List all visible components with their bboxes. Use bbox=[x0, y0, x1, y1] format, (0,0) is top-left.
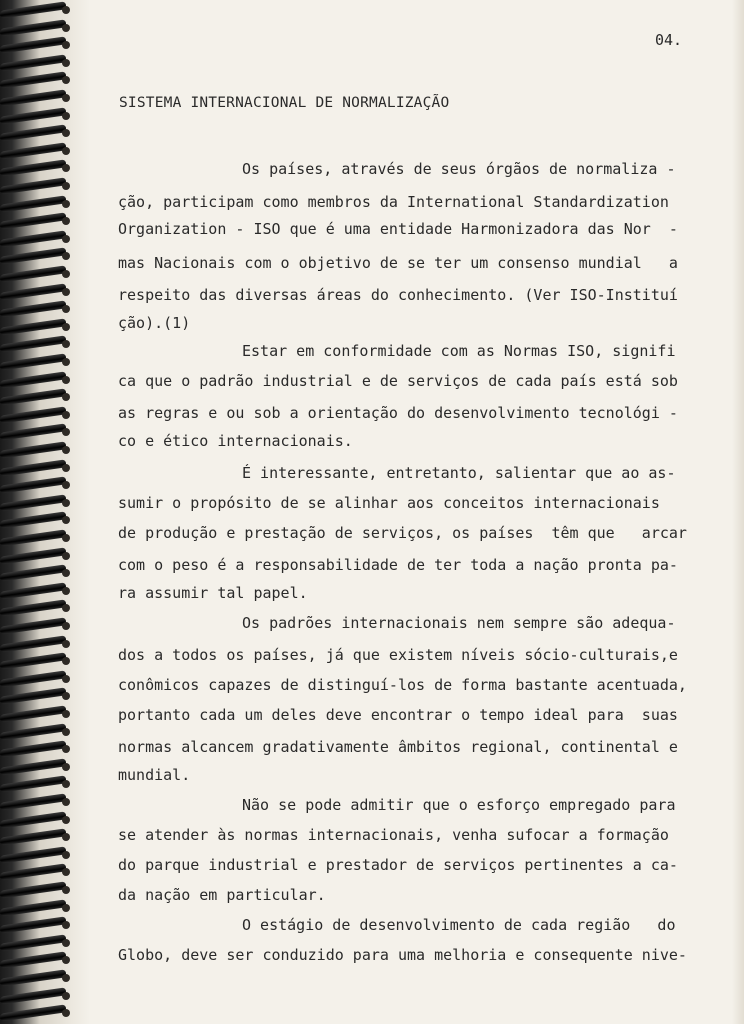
binding-coil bbox=[0, 464, 72, 474]
text-line: ca que o padrão industrial e de serviços de cada país está sob bbox=[118, 372, 678, 390]
binding-coil bbox=[0, 1009, 72, 1019]
binding-coil bbox=[0, 6, 72, 16]
page-edge bbox=[732, 0, 744, 1024]
text-line: ção).(1) bbox=[118, 314, 191, 332]
binding-coil bbox=[0, 816, 72, 826]
binding-coil bbox=[0, 710, 72, 720]
binding-coil bbox=[0, 728, 72, 738]
binding-coil bbox=[0, 200, 72, 210]
text-line: do parque industrial e prestador de serviços pertinentes a ca- bbox=[118, 856, 678, 874]
binding-coil bbox=[0, 798, 72, 808]
binding-coil bbox=[0, 745, 72, 755]
text-line: Os países, através de seus órgãos de normaliza - bbox=[242, 160, 676, 178]
text-line: normas alcancem gradativamente âmbitos regional, continental e bbox=[118, 738, 678, 756]
binding-coil bbox=[0, 552, 72, 562]
binding-coil bbox=[0, 182, 72, 192]
binding-coil bbox=[0, 59, 72, 69]
binding-coil bbox=[0, 851, 72, 861]
binding-coil bbox=[0, 270, 72, 280]
binding-coil bbox=[0, 763, 72, 773]
text-line: com o peso é a responsabilidade de ter toda a nação pronta pa- bbox=[118, 556, 678, 574]
text-line: Estar em conformidade com as Normas ISO, signifi bbox=[242, 342, 676, 360]
text-line: de produção e prestação de serviços, os países têm que arcar bbox=[118, 524, 687, 542]
text-line: O estágio de desenvolvimento de cada região do bbox=[242, 916, 676, 934]
text-line: sumir o propósito de se alinhar aos conceitos internacionais bbox=[118, 494, 660, 512]
binding-coil bbox=[0, 939, 72, 949]
binding-coil bbox=[0, 833, 72, 843]
binding-coil bbox=[0, 886, 72, 896]
binding-coil bbox=[0, 129, 72, 139]
binding-coil bbox=[0, 235, 72, 245]
page-number: 04. bbox=[655, 31, 683, 49]
text-line: mundial. bbox=[118, 766, 191, 784]
binding-coil bbox=[0, 657, 72, 667]
text-line: dos a todos os países, já que existem níveis sócio-culturais,e bbox=[118, 646, 678, 664]
binding-coil bbox=[0, 428, 72, 438]
binding-coil bbox=[0, 252, 72, 262]
binding-coil bbox=[0, 24, 72, 34]
binding-coil bbox=[0, 94, 72, 104]
text-line: respeito das diversas áreas do conhecimento. (Ver ISO-Instituí bbox=[118, 286, 678, 304]
binding-coil bbox=[0, 675, 72, 685]
text-line: Globo, deve ser conduzido para uma melhoria e consequente nive- bbox=[118, 946, 687, 964]
binding-coil bbox=[0, 147, 72, 157]
text-line: Organization - ISO que é uma entidade Harmonizadora das Nor - bbox=[118, 220, 678, 238]
binding-coil bbox=[0, 323, 72, 333]
binding-coil bbox=[0, 604, 72, 614]
binding-coil bbox=[0, 481, 72, 491]
text-line: da nação em particular. bbox=[118, 886, 326, 904]
binding-coil bbox=[0, 41, 72, 51]
text-line: ção, participam como membros da International Standardization bbox=[118, 193, 669, 211]
binding-coil bbox=[0, 992, 72, 1002]
binding-coil bbox=[0, 499, 72, 509]
binding-coil bbox=[0, 358, 72, 368]
binding-coil bbox=[0, 288, 72, 298]
binding-coil bbox=[0, 640, 72, 650]
binding-coil bbox=[0, 569, 72, 579]
binding-coil bbox=[0, 393, 72, 403]
text-line: Os padrões internacionais nem sempre são adequa- bbox=[242, 614, 676, 632]
section-heading: SISTEMA INTERNACIONAL DE NORMALIZAÇÃO bbox=[119, 95, 450, 111]
binding-coil bbox=[0, 534, 72, 544]
binding-coil bbox=[0, 904, 72, 914]
text-line: co e ético internacionais. bbox=[118, 432, 353, 450]
text-line: portanto cada um deles deve encontrar o tempo ideal para suas bbox=[118, 706, 678, 724]
binding-coil bbox=[0, 112, 72, 122]
text-line: as regras e ou sob a orientação do desenvolvimento tecnológi - bbox=[118, 404, 678, 422]
text-line: Não se pode admitir que o esforço empregado para bbox=[242, 796, 676, 814]
binding-coil bbox=[0, 956, 72, 966]
binding-coil bbox=[0, 305, 72, 315]
text-line: conômicos capazes de distinguí-los de forma bastante acentuada, bbox=[118, 676, 687, 694]
text-line: se atender às normas internacionais, venha sufocar a formação bbox=[118, 826, 669, 844]
binding-coil bbox=[0, 780, 72, 790]
binding-coil bbox=[0, 411, 72, 421]
binding-coil bbox=[0, 76, 72, 86]
text-line: mas Nacionais com o objetivo de se ter um consenso mundial a bbox=[118, 254, 678, 272]
binding-coil bbox=[0, 164, 72, 174]
binding-coil bbox=[0, 446, 72, 456]
binding-coil bbox=[0, 974, 72, 984]
binding-coil bbox=[0, 376, 72, 386]
binding-coil bbox=[0, 516, 72, 526]
binding-coil bbox=[0, 587, 72, 597]
binding-coil bbox=[0, 868, 72, 878]
binding-coil bbox=[0, 622, 72, 632]
binding-coil bbox=[0, 692, 72, 702]
binding-coil bbox=[0, 340, 72, 350]
text-line: É interessante, entretanto, salientar que ao as- bbox=[242, 464, 676, 482]
binding-coil bbox=[0, 921, 72, 931]
text-line: ra assumir tal papel. bbox=[118, 584, 308, 602]
binding-coil bbox=[0, 217, 72, 227]
